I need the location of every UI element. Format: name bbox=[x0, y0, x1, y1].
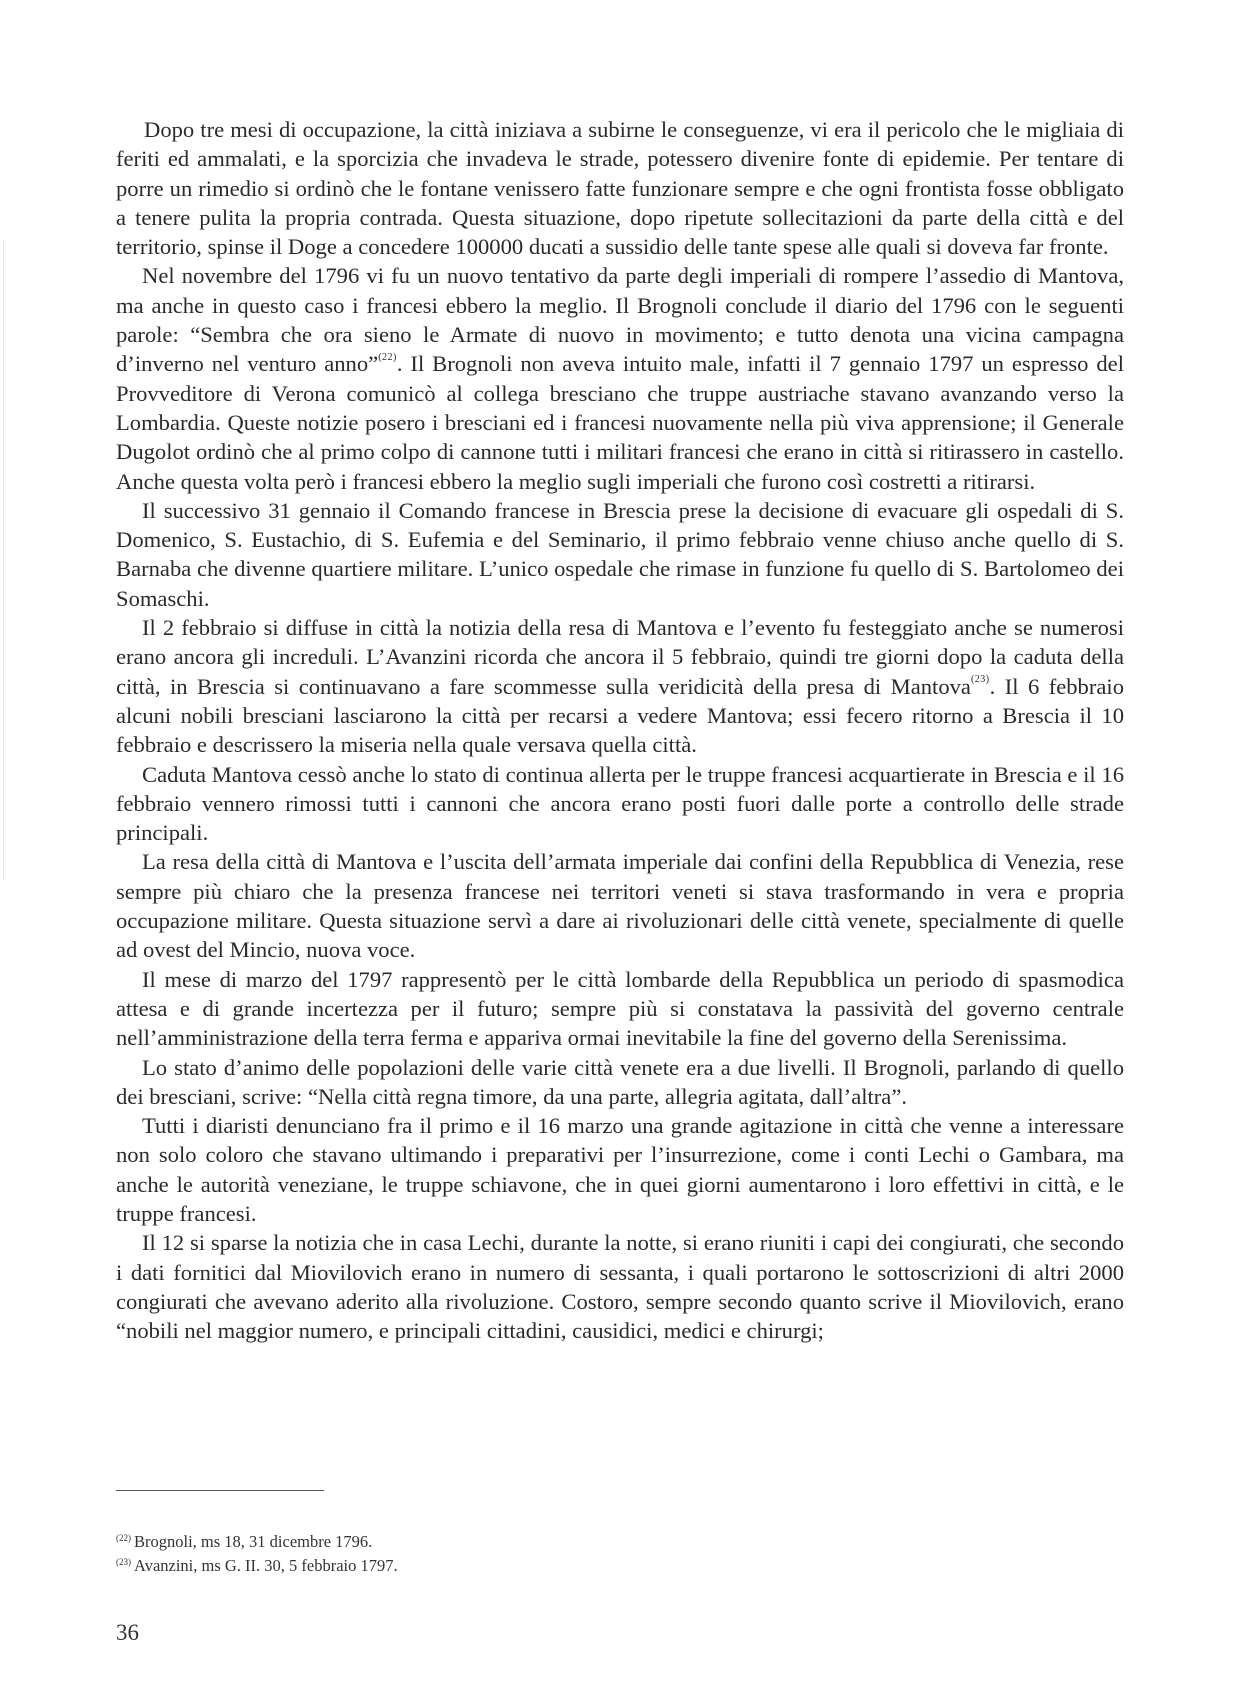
paragraph bbox=[116, 115, 1124, 261]
paragraph bbox=[116, 1111, 1124, 1228]
body-text bbox=[116, 115, 1124, 1345]
page-number: 36 bbox=[116, 1620, 139, 1645]
footnote-separator bbox=[116, 1490, 324, 1491]
paragraph bbox=[116, 965, 1124, 1053]
paragraph bbox=[116, 496, 1124, 613]
paragraph-text: Caduta Mantova cessò anche lo stato di continua allerta per le truppe francesi acquartierate in Brescia e il 16 febbraio vennero rimossi tutti i cannoni che ancora erano posti fuori dalle porte a controllo delle strade principali. bbox=[116, 761, 1124, 846]
paragraph bbox=[116, 1053, 1124, 1112]
footnote-22 bbox=[116, 1530, 1016, 1554]
paragraph bbox=[116, 1228, 1124, 1345]
paragraph-text: Dopo tre mesi di occupazione, la città iniziava a subirne le conseguenze, vi era il pericolo che le migliaia di feriti ed ammalati, e la sporcizia che invadeva le strade, potessero divenire fonte di epidemie. Per tentare di porre un rimedio si ordinò che le fontane venissero fatte funzionare sempre e che ogni frontista fosse obbligato a tenere pulita la propria contrada. Questa situazione, dopo ripetute sollecitazioni da parte della città e del territorio, spinse il Doge a concedere 100000 ducati a sussidio delle tante spese alle quali si doveva far fronte. bbox=[116, 117, 1124, 260]
footnote-marker: (22) bbox=[116, 1532, 131, 1543]
paragraph bbox=[116, 261, 1124, 495]
footnote-marker: (23) bbox=[116, 1556, 131, 1567]
paragraph bbox=[116, 613, 1124, 759]
footnote-reference: (22) bbox=[378, 351, 397, 363]
footnotes bbox=[116, 1530, 1016, 1578]
paragraph-text: Lo stato d’animo delle popolazioni delle varie città venete era a due livelli. Il Brognoli, parlando di quello dei bresciani, scrive: “Nella città regna timore, da una parte, allegria agitata, dall’altra”. bbox=[116, 1054, 1124, 1109]
paragraph bbox=[116, 760, 1124, 848]
paragraph-text: Il mese di marzo del 1797 rappresentò per le città lombarde della Repubblica un periodo di spasmodica attesa e di grande incertezza per il futuro; sempre più si constatava la passività del governo centrale nell’amministrazione della terra ferma e appariva ormai inevitabile la fine del governo della Serenissima. bbox=[116, 966, 1124, 1051]
footnote-text: Avanzini, ms G. II. 30, 5 febbraio 1797. bbox=[134, 1556, 398, 1575]
paragraph-text: Il successivo 31 gennaio il Comando francese in Brescia prese la decisione di evacuare gli ospedali di S. Domenico, S. Eustachio, di S. Eufemia e del Seminario, il primo febbraio venne chiuso anche quello di S. Barnaba che divenne quartiere militare. L’unico ospedale che rimase in funzione fu quello di S. Bartolomeo dei Somaschi. bbox=[116, 497, 1124, 611]
footnote-23 bbox=[116, 1554, 1016, 1578]
paragraph-text: . Il 6 febbraio alcuni nobili bresciani lasciarono la città per recarsi a vedere Mantova; essi fecero ritorno a Brescia il 10 febbraio e descrissero la miseria nella quale versava quella città. bbox=[116, 673, 1124, 758]
paragraph-text: Nel novembre del 1796 vi fu un nuovo tentativo da parte degli imperiali di rompere l’assedio di Mantova, ma anche in questo caso i francesi ebbero la meglio. Il Brognoli conclude il diario del 1796 con le seguenti parole: “Sembra che ora sieno le Armate di nuovo in movimento; e tutto denota una vicina campagna d’inverno nel venturo anno” bbox=[116, 263, 1124, 377]
footnote-reference: (23) bbox=[970, 674, 990, 686]
paragraph-text: Il 12 si sparse la notizia che in casa Lechi, durante la notte, si erano riuniti i capi dei congiurati, che secondo i dati fornitici dal Miovilovich erano in numero di sessanta, i quali portarono le sottoscrizioni di altri 2000 congiurati che avevano aderito alla rivoluzione. Costoro, sempre secondo quanto scrive il Miovilovich, erano “nobili nel maggior numero, e principali cittadini, causidici, medici e chirurgi; bbox=[116, 1230, 1124, 1344]
paragraph bbox=[116, 847, 1124, 964]
paragraph-text: Il 2 febbraio si diffuse in città la notizia della resa di Mantova e l’evento fu festeggiato anche se numerosi erano ancora gli increduli. L’Avanzini ricorda che ancora il 5 febbraio, quindi tre giorni dopo la caduta della città, in Brescia si continuavano a fare scommesse sulla veridicità della presa di Mantova bbox=[116, 615, 1124, 699]
paragraph-text: . Il Brognoli non aveva intuito male, infatti il 7 gennaio 1797 un espresso del Provveditore di Verona comunicò al collega bresciano che truppe austriache stavano avanzando verso la Lombardia. Queste notizie posero i bresciani ed i francesi nuovamente nella più viva apprensione; il Generale Dugolot ordinò che al primo colpo di cannone tutti i militari francesi che erano in città si ritirassero in castello. Anche questa volta però i francesi ebbero la meglio sugli imperiali che furono così costretti a ritirarsi. bbox=[116, 351, 1124, 494]
scan-edge-mark bbox=[3, 240, 4, 880]
paragraph-text: Tutti i diaristi denunciano fra il primo e il 16 marzo una grande agitazione in città che venne a interessare non solo coloro che stavano ultimando i preparativi per l’insurrezione, come i conti Lechi o Gambara, ma anche le autorità veneziane, le truppe schiavone, che in quei giorni aumentarono i loro effettivi in città, e le truppe francesi. bbox=[116, 1113, 1124, 1226]
paragraph-text: La resa della città di Mantova e l’uscita dell’armata imperiale dai confini della Repubblica di Venezia, rese sempre più chiaro che la presenza francese nei territori veneti si stava trasformando in vera e propria occupazione militare. Questa situazione servì a dare ai rivoluzionari delle città venete, specialmente di quelle ad ovest del Mincio, nuova voce. bbox=[116, 849, 1124, 963]
footnote-text: Brognoli, ms 18, 31 dicembre 1796. bbox=[134, 1532, 373, 1551]
